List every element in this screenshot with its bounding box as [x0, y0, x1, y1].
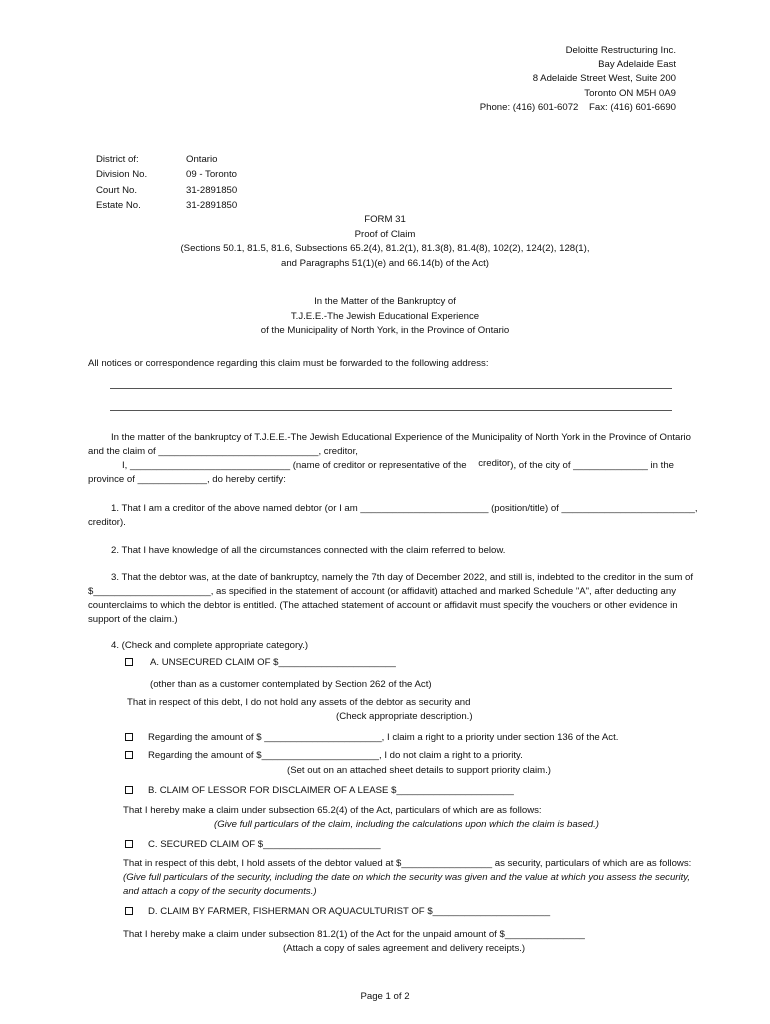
- intro-line-3: [122, 460, 674, 471]
- item-1-line-2: creditor).: [88, 517, 126, 528]
- address-line-2: 8 Adelaide Street West, Suite 200: [532, 73, 676, 85]
- claim-a-option-2-sub: (Set out on an attached sheet details to support priority claim.): [287, 765, 551, 776]
- intro-line-3-mid: [478, 460, 674, 471]
- claim-a-option-2: Regarding the amount of $______________________, I do not claim a right to a priority.: [148, 750, 523, 761]
- address-line-blank-1[interactable]: [110, 388, 672, 389]
- item-3-line-1: 3. That the debtor was, at the date of bankruptcy, namely the 7th day of December 2022, and still is, indebted to the creditor in the sum of: [111, 572, 694, 583]
- claim-d-text-2: (Attach a copy of sales agreement and delivery receipts.): [283, 943, 526, 954]
- district-value: Ontario: [186, 154, 218, 165]
- checkbox-claim-d[interactable]: [125, 907, 133, 915]
- intro-line-3b: creditor: [478, 458, 511, 469]
- form-sections-2: and Paragraphs 51(1)(e) and 66.14(b) of the Act): [281, 257, 489, 269]
- claim-a-text-2: (Check appropriate description.): [336, 711, 473, 722]
- court-no-value: 31-2891850: [186, 184, 238, 196]
- item-3-line-4: support of the claim.): [88, 614, 178, 625]
- matter-line-1: In the Matter of the Bankruptcy of: [314, 296, 456, 307]
- form-title: Proof of Claim: [354, 228, 416, 240]
- address-line-3: Toronto ON M5H 0A9: [584, 87, 676, 99]
- claim-b-text-1: That I hereby make a claim under subsection 65.2(4) of the Act, particulars of which are as follows:: [123, 805, 542, 816]
- claim-c-text-2: (Give full particulars of the security, including the date on which the security was given and the value at which you assess the security,: [123, 872, 691, 883]
- court-labels: [96, 152, 147, 213]
- division-label: Division No.: [96, 169, 148, 181]
- checkbox-priority-claim[interactable]: [125, 733, 133, 741]
- claim-c-text-3: and attach a copy of the security documents.): [123, 886, 317, 897]
- claim-b-title: B. CLAIM OF LESSOR FOR DISCLAIMER OF A LEASE $______________________: [148, 785, 514, 796]
- debtor-name: T.J.E.E.-The Jewish Educational Experience: [290, 310, 480, 322]
- claim-a-text-1: That in respect of this debt, I do not hold any assets of the debtor as security and: [127, 697, 471, 708]
- claim-d-title: D. CLAIM BY FARMER, FISHERMAN OR AQUACULTURIST OF $______________________: [148, 906, 551, 917]
- court-values: [186, 152, 237, 213]
- intro-line-1: In the matter of the bankruptcy of T.J.E.E.-The Jewish Educational Experience of the Municipality of North York in the Province of Ontario: [111, 432, 692, 443]
- checkbox-claim-b[interactable]: [125, 786, 133, 794]
- address-line-blank-2[interactable]: [110, 410, 672, 411]
- sender-address: [480, 44, 676, 115]
- checkbox-claim-a[interactable]: [125, 658, 133, 666]
- intro-line-3c: ), of the city of ______________ in the: [510, 460, 674, 471]
- address-line-1: Bay Adelaide East: [598, 59, 676, 71]
- item-4: 4. (Check and complete appropriate category.): [111, 640, 309, 651]
- claim-c-title: C. SECURED CLAIM OF $______________________: [148, 839, 381, 850]
- claim-a-title: A. UNSECURED CLAIM OF $______________________: [150, 657, 396, 668]
- item-3-line-2: $______________________, as specified in the statement of account (or affidavit) attached and marked Schedule "A", after deducting any: [88, 586, 676, 597]
- form-sections-1: (Sections 50.1, 81.5, 81.6, Subsections 65.2(4), 81.2(1), 81.3(8), 81.4(8), 102(2), 124(2), 128(1),: [180, 243, 590, 254]
- matter-line-3: of the Municipality of North York, in the Province of Ontario: [260, 325, 510, 336]
- intro-line-2: and the claim of ______________________________, creditor,: [88, 446, 358, 457]
- court-no-label: Court No.: [96, 184, 138, 196]
- item-2: 2. That I have knowledge of all the circumstances connected with the claim referred to below.: [111, 545, 506, 556]
- notices-text: All notices or correspondence regarding this claim must be forwarded to the following address:: [88, 358, 489, 369]
- phone-fax: Phone: (416) 601-6072 Fax: (416) 601-6690: [479, 101, 676, 113]
- form-heading: [0, 213, 770, 271]
- checkbox-claim-c[interactable]: [125, 840, 133, 848]
- claim-a-sub: (other than as a customer contemplated by Section 262 of the Act): [150, 679, 432, 690]
- estate-no-value: 31-2891850: [186, 199, 238, 211]
- checkbox-no-priority[interactable]: [125, 751, 133, 759]
- form-number: FORM 31: [364, 214, 406, 225]
- item-3-line-3: counterclaims to which the debtor is entitled. (The attached statement of account or affidavit must specify the vouchers or other evidence in: [88, 600, 678, 611]
- item-1-line-1: 1. That I am a creditor of the above named debtor (or I am ________________________ (position/title) of _________________________,: [111, 503, 698, 514]
- intro-line-3a: I, ______________________________ (name of creditor or representative of the: [122, 460, 467, 471]
- claim-c-text-1: That in respect of this debt, I hold assets of the debtor valued at $_________________ as security, particulars of which are as follows:: [123, 858, 692, 869]
- division-value: 09 - Toronto: [186, 169, 238, 181]
- matter-block: [0, 295, 770, 339]
- district-label: District of:: [96, 154, 139, 165]
- company-name: Deloitte Restructuring Inc.: [565, 45, 676, 56]
- claim-a-option-1: Regarding the amount of $ ______________________, I claim a right to a priority under section 136 of the Act.: [148, 732, 619, 743]
- claim-b-text-2: (Give full particulars of the claim, including the calculations upon which the claim is based.): [214, 819, 600, 830]
- page-number: Page 1 of 2: [360, 991, 410, 1002]
- intro-line-4: province of _____________, do hereby certify:: [88, 474, 286, 485]
- estate-no-label: Estate No.: [96, 199, 141, 211]
- claim-d-text-1: That I hereby make a claim under subsection 81.2(1) of the Act for the unpaid amount of $_______________: [123, 929, 585, 940]
